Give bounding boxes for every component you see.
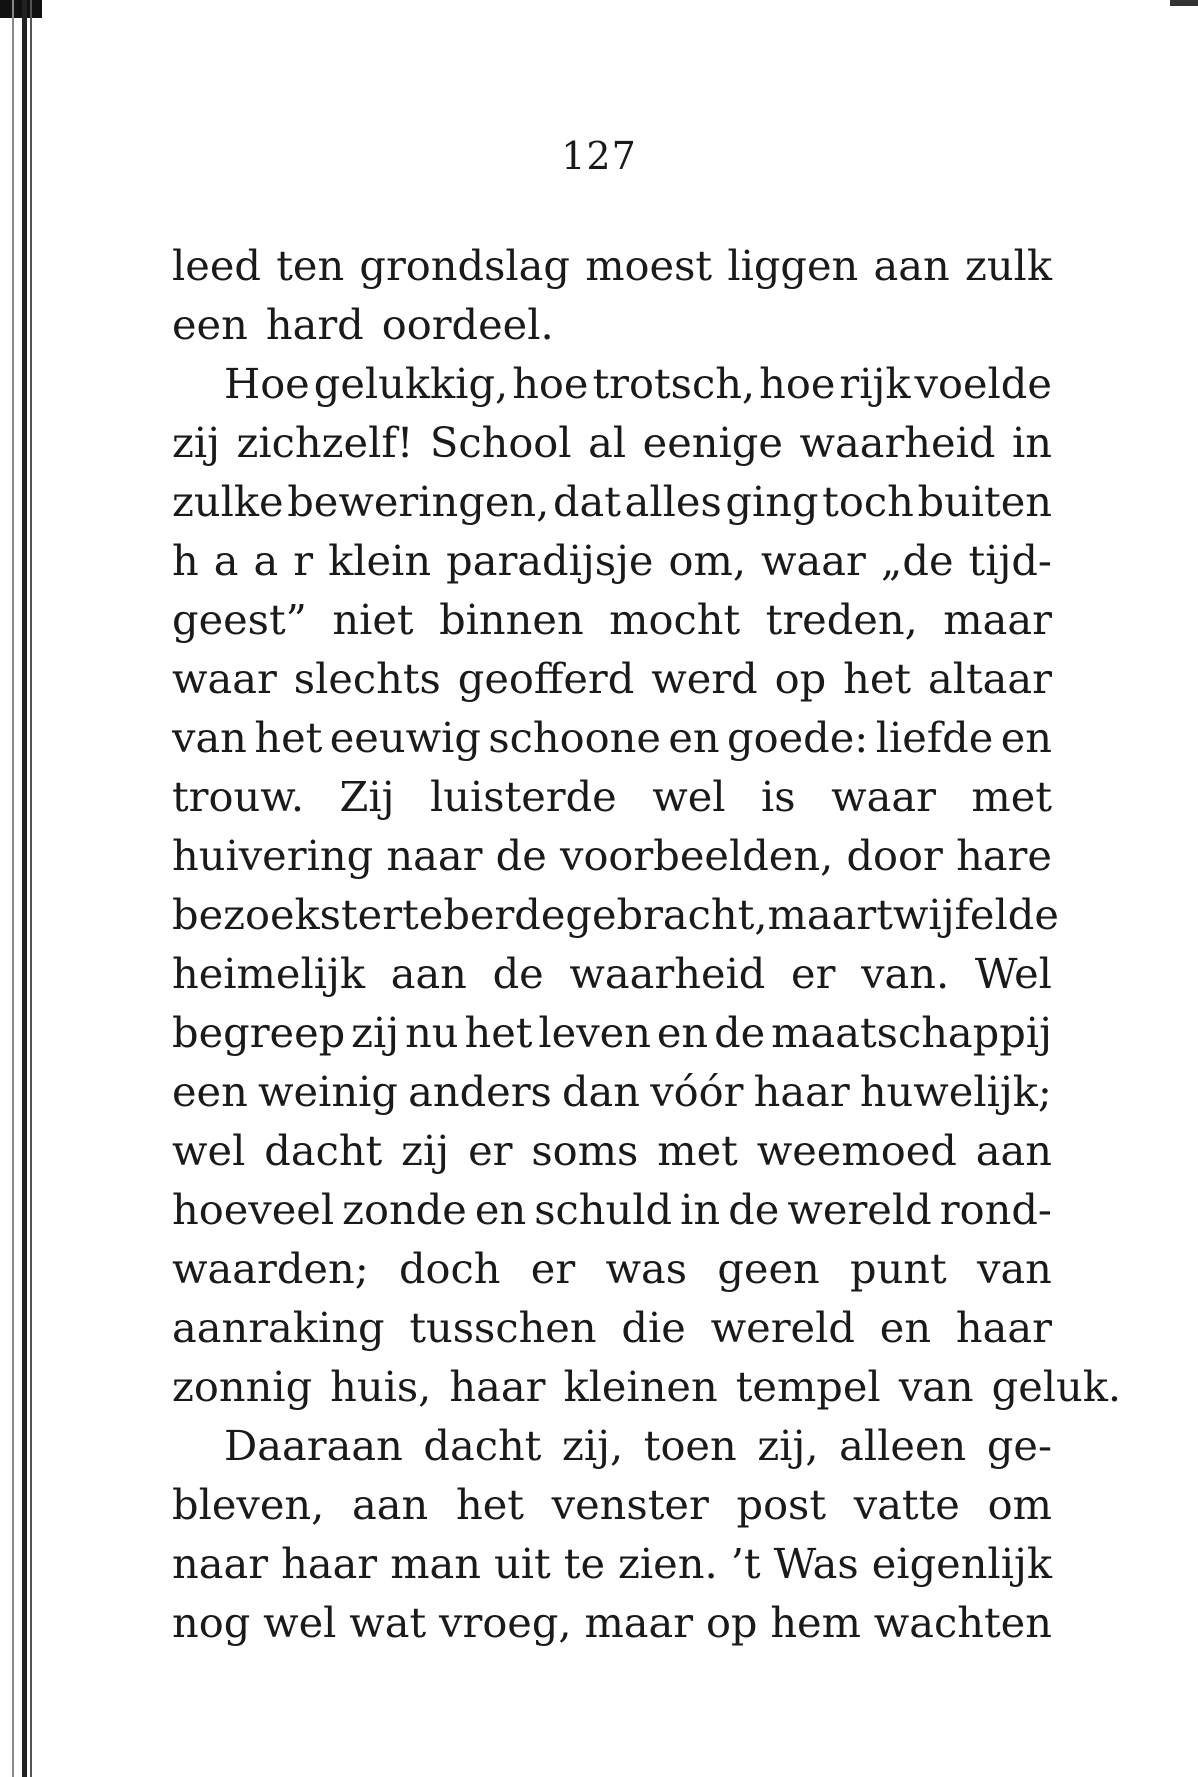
binding-edge-line: [22, 0, 27, 1777]
word: kleinen: [563, 1362, 718, 1411]
word: te: [402, 890, 444, 939]
word: gelukkig,: [313, 359, 509, 408]
text-line: [172, 1062, 1052, 1121]
word: zij: [172, 418, 221, 467]
word: geofferd: [457, 654, 635, 703]
word: haar: [449, 1362, 546, 1411]
word: schoone: [488, 713, 661, 762]
word: dat: [552, 477, 621, 526]
word: zichzelf!: [236, 418, 414, 467]
word: hem: [770, 1598, 861, 1647]
word: post: [736, 1480, 827, 1529]
word: is: [761, 772, 796, 821]
word: en: [656, 1008, 709, 1057]
word: zonde: [342, 1185, 467, 1234]
word: in: [680, 1185, 721, 1234]
word: in: [1011, 418, 1052, 467]
word: op: [774, 654, 827, 703]
word: begreep: [172, 1008, 346, 1057]
word: punt: [850, 1244, 947, 1293]
body-text: [172, 236, 1122, 1652]
word: waar: [172, 654, 277, 703]
word: naar: [172, 1539, 269, 1588]
word: dan: [561, 1067, 641, 1116]
word: haar: [753, 1067, 850, 1116]
text-line: [172, 1475, 1052, 1534]
word: maar: [767, 890, 877, 939]
word: maar: [943, 595, 1052, 644]
word: wachten: [873, 1598, 1052, 1647]
word: mocht: [609, 595, 741, 644]
word: waar: [831, 772, 936, 821]
word: schuld: [534, 1185, 673, 1234]
word: leven: [538, 1008, 651, 1057]
word: anders: [408, 1067, 552, 1116]
word: rijk: [839, 359, 911, 408]
word: a: [253, 536, 279, 585]
text-line: [172, 1593, 1052, 1652]
word: ge-: [986, 1421, 1052, 1470]
text-line: [172, 1239, 1052, 1298]
binding-edge-line: [30, 0, 32, 1777]
word: hard: [265, 300, 364, 349]
binding-edge-line: [12, 0, 14, 1777]
word: a: [213, 536, 239, 585]
word: weemoed: [756, 1126, 957, 1175]
word: het: [254, 713, 323, 762]
word: ’t: [730, 1539, 761, 1588]
text-line: [172, 590, 1052, 649]
corner-mark: [1170, 0, 1198, 6]
word: toen: [643, 1421, 737, 1470]
word: het: [464, 1008, 533, 1057]
word: zij: [351, 1008, 400, 1057]
word: en: [1000, 713, 1052, 762]
word: huis,: [330, 1362, 432, 1411]
word: naar: [386, 831, 483, 880]
text-line: [172, 472, 1052, 531]
word: om,: [668, 536, 747, 585]
text-line: [172, 1121, 1052, 1180]
word: maar: [584, 1598, 694, 1647]
word: r: [293, 536, 314, 585]
word: met: [971, 772, 1052, 821]
word: aan: [352, 1480, 429, 1529]
word: wel: [652, 772, 726, 821]
word: „de: [880, 536, 954, 585]
word: heimelijk: [172, 949, 366, 998]
word: om: [987, 1480, 1052, 1529]
word: aan: [390, 949, 467, 998]
word: en: [879, 1303, 932, 1352]
word: Daaraan: [224, 1421, 403, 1470]
word: er: [468, 1126, 513, 1175]
word: liefde: [875, 713, 994, 762]
word: de: [495, 831, 547, 880]
word: zien.: [618, 1539, 718, 1588]
word: wel: [263, 1598, 337, 1647]
word: oordeel.: [381, 300, 554, 349]
word: wereld: [787, 1185, 932, 1234]
word: buiten: [917, 477, 1052, 526]
word: waar: [761, 536, 866, 585]
word: ten: [276, 241, 345, 290]
word: nu: [405, 1008, 459, 1057]
word: huivering: [172, 831, 374, 880]
word: wel: [172, 1126, 246, 1175]
text-line: [172, 1416, 1052, 1475]
word: alles: [624, 477, 722, 526]
word: bezoekster: [172, 890, 403, 939]
word: berde: [443, 890, 566, 939]
text-line: [172, 413, 1052, 472]
word: trouw.: [172, 772, 305, 821]
word: School: [429, 418, 572, 467]
word: door: [846, 831, 943, 880]
word: hoe: [512, 359, 589, 408]
word: geluk.: [991, 1362, 1122, 1411]
word: de: [492, 949, 544, 998]
word: paradijsje: [446, 536, 654, 585]
word: altaar: [927, 654, 1052, 703]
text-line: [172, 1180, 1052, 1239]
word: nog: [172, 1598, 251, 1647]
word: haar: [955, 1303, 1052, 1352]
word: vroeg,: [439, 1598, 572, 1647]
word: ging: [725, 477, 819, 526]
word: tusschen: [409, 1303, 597, 1352]
word: slechts: [293, 654, 441, 703]
word: man: [390, 1539, 482, 1588]
word: zonnig: [172, 1362, 313, 1411]
word: er: [791, 949, 836, 998]
word: eeuwig: [329, 713, 481, 762]
word: de: [728, 1185, 780, 1234]
word: de: [714, 1008, 766, 1057]
word: en: [474, 1185, 527, 1234]
word: het: [455, 1480, 524, 1529]
word: alleen: [839, 1421, 967, 1470]
word: maatschappij: [771, 1008, 1052, 1057]
word: klein: [328, 536, 432, 585]
word: h: [172, 536, 199, 585]
text-line: [172, 649, 1052, 708]
word: zulk: [964, 241, 1052, 290]
binding-edge: [0, 0, 42, 1777]
word: niet: [332, 595, 414, 644]
word: op: [705, 1598, 758, 1647]
word: van: [898, 1362, 974, 1411]
word: wat: [349, 1598, 427, 1647]
word: zij,: [561, 1421, 624, 1470]
word: geen: [717, 1244, 820, 1293]
word: een: [172, 1067, 248, 1116]
word: Was: [773, 1539, 859, 1588]
text-line: [172, 236, 1052, 295]
word: wereld: [710, 1303, 855, 1352]
text-line: [172, 1003, 1052, 1062]
text-line: [172, 354, 1052, 413]
text-line: [172, 295, 1052, 354]
binding-edge-top: [0, 0, 42, 18]
word: voelde: [914, 359, 1052, 408]
word: waarheid: [569, 949, 766, 998]
word: al: [588, 418, 627, 467]
word: hoe: [759, 359, 836, 408]
word: doch: [398, 1244, 501, 1293]
word: te: [563, 1539, 606, 1588]
word: soms: [531, 1126, 639, 1175]
page-number: 127: [561, 134, 637, 178]
word: weinig: [258, 1067, 398, 1116]
word: beweringen,: [287, 477, 550, 526]
word: zij,: [757, 1421, 819, 1470]
word: waarheid: [799, 418, 996, 467]
word: voorbeelden,: [560, 831, 834, 880]
word: met: [657, 1126, 738, 1175]
word: er: [530, 1244, 576, 1293]
word: grondslag: [359, 241, 570, 290]
word: huwelijk;: [859, 1067, 1052, 1116]
word: vatte: [853, 1480, 960, 1529]
word: was: [605, 1244, 688, 1293]
word: rond-: [939, 1185, 1052, 1234]
word: het: [843, 654, 912, 703]
word: luisterde: [429, 772, 617, 821]
word: Zij: [339, 772, 395, 821]
word: hare: [956, 831, 1052, 880]
word: waarden;: [172, 1244, 369, 1293]
word: toch: [822, 477, 914, 526]
word: aanraking: [172, 1303, 385, 1352]
word: zulke: [172, 477, 284, 526]
word: uit: [494, 1539, 551, 1588]
word: leed: [172, 241, 261, 290]
word: tempel: [735, 1362, 881, 1411]
word: twijfelde: [876, 890, 1059, 939]
word: trotsch,: [592, 359, 756, 408]
word: die: [621, 1303, 686, 1352]
word: Wel: [974, 949, 1052, 998]
word: gebracht,: [565, 890, 768, 939]
word: bleven,: [172, 1480, 325, 1529]
word: van.: [861, 949, 950, 998]
text-line: [172, 767, 1052, 826]
word: liggen: [727, 241, 859, 290]
word: vóór: [650, 1067, 744, 1116]
word: van: [977, 1244, 1052, 1293]
word: binnen: [439, 595, 584, 644]
text-line: [172, 531, 1052, 590]
word: goede:: [727, 713, 869, 762]
text-line: [172, 885, 1059, 944]
word: aan: [975, 1126, 1052, 1175]
text-line: [172, 826, 1052, 885]
word: venster: [551, 1480, 709, 1529]
word: haar: [281, 1539, 378, 1588]
word: Hoe: [224, 359, 310, 408]
word: van: [172, 713, 247, 762]
word: geest”: [172, 595, 307, 644]
word: eenige: [642, 418, 783, 467]
word: moest: [585, 241, 713, 290]
word: treden,: [765, 595, 918, 644]
word: hoeveel: [172, 1185, 335, 1234]
word: tijd-: [968, 536, 1052, 585]
text-line: [172, 1298, 1052, 1357]
text-line: [172, 708, 1052, 767]
text-line: [172, 1357, 1122, 1416]
word: zij: [401, 1126, 450, 1175]
word: en: [668, 713, 720, 762]
text-line: [172, 944, 1052, 1003]
word: werd: [651, 654, 758, 703]
word: eigenlijk: [871, 1539, 1052, 1588]
word: dacht: [264, 1126, 383, 1175]
word: dacht: [423, 1421, 542, 1470]
word: aan: [873, 241, 950, 290]
word: een: [172, 300, 248, 349]
text-line: [172, 1534, 1052, 1593]
